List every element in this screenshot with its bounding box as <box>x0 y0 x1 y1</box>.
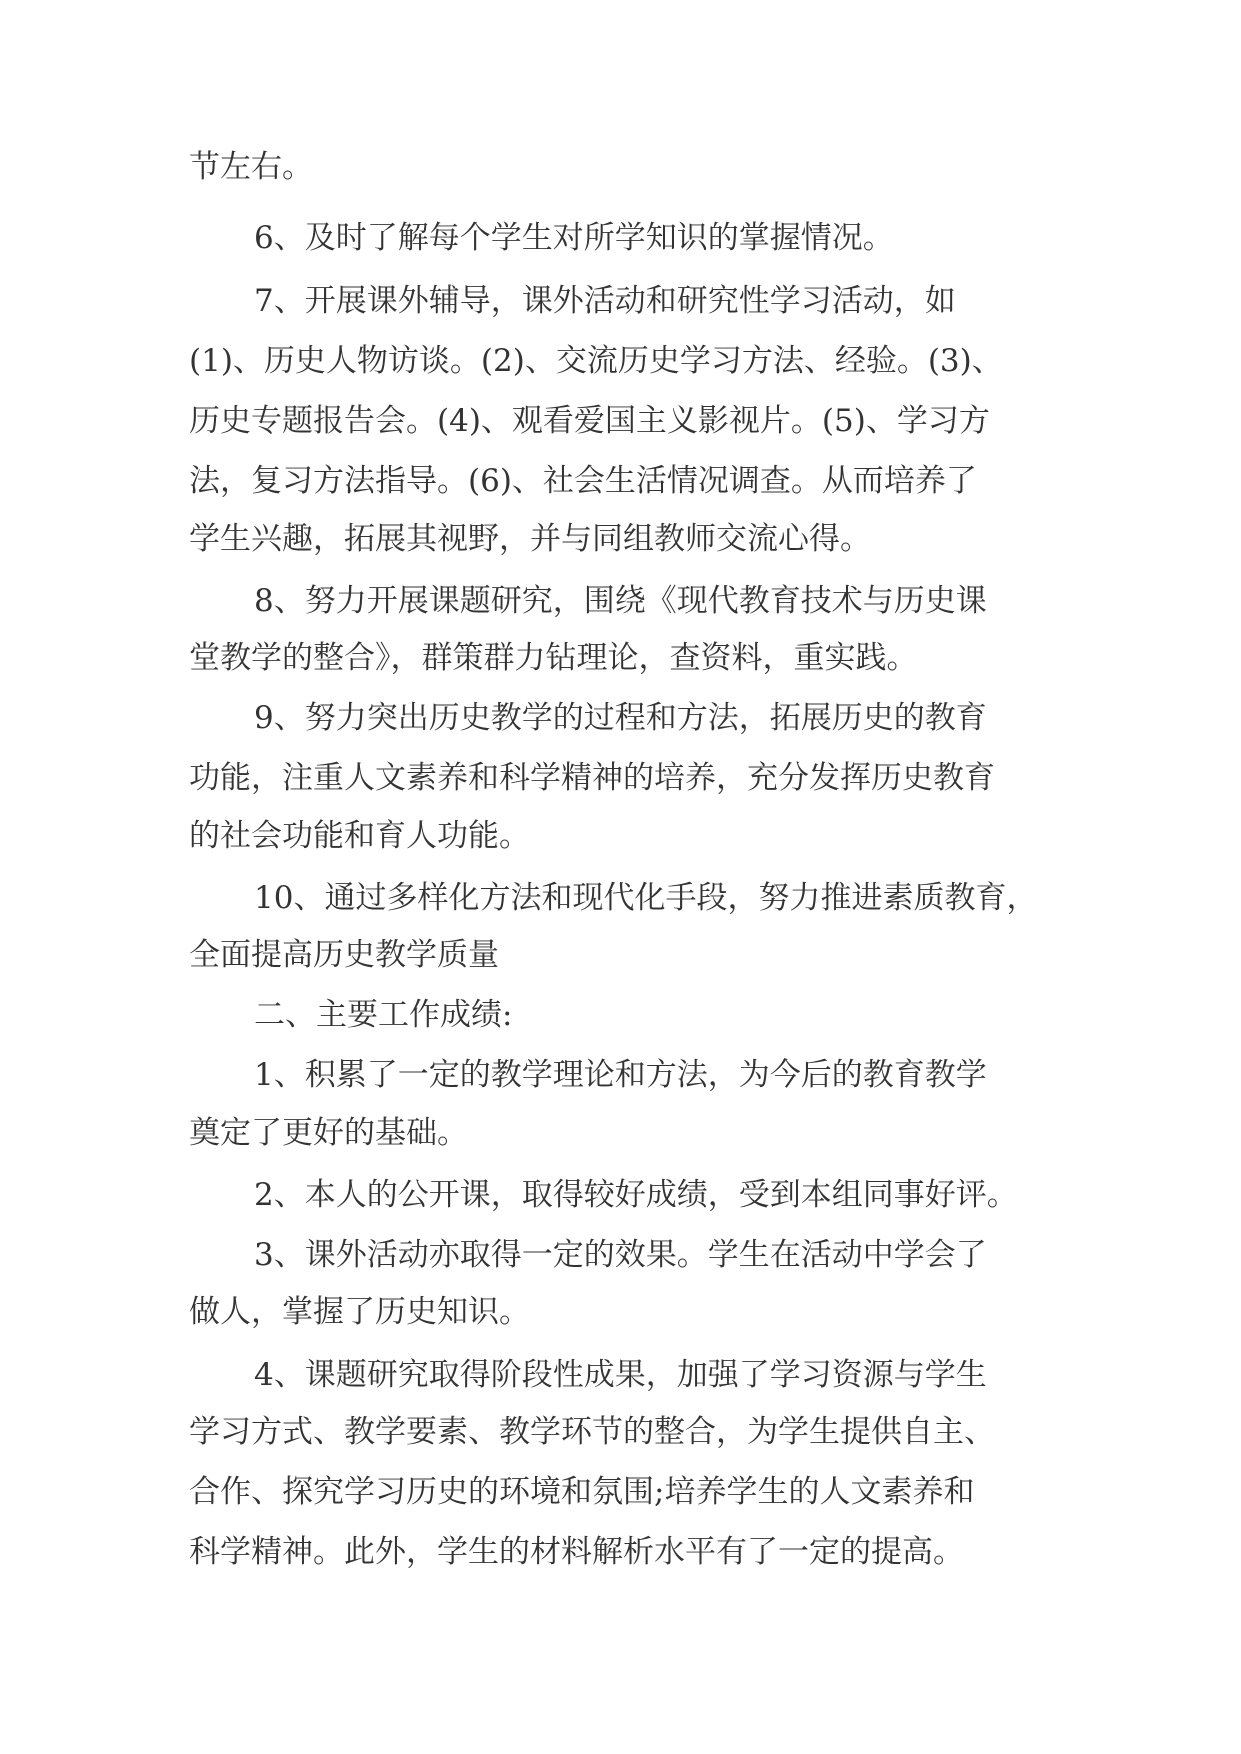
text-line: 二、主要工作成绩: <box>254 997 513 1033</box>
text-line: 2、本人的公开课，取得较好成绩，受到本组同事好评。 <box>254 1177 1018 1213</box>
text-line: 科学精神。此外，学生的材料解析水平有了一定的提高。 <box>189 1534 964 1570</box>
text-line: 功能，注重人文素养和科学精神的培养，充分发挥历史教育 <box>189 760 995 796</box>
text-line: 7、开展课外辅导，课外活动和研究性学习活动，如 <box>254 283 956 319</box>
text-line: 1、积累了一定的教学理论和方法，为今后的教育教学 <box>254 1057 987 1093</box>
text-line: 法，复习方法指导。(6)、社会生活情况调查。从而培养了 <box>189 463 977 499</box>
text-line: 奠定了更好的基础。 <box>189 1115 468 1151</box>
text-line: 历史专题报告会。(4)、观看爱国主义影视片。(5)、学习方 <box>189 403 990 439</box>
text-line: 3、课外活动亦取得一定的效果。学生在活动中学会了 <box>254 1237 987 1273</box>
text-line: 10、通过多样化方法和现代化手段，努力推进素质教育， <box>254 880 1038 916</box>
text-line: (1)、历史人物访谈。(2)、交流历史学习方法、经验。(3)、 <box>189 343 1003 379</box>
text-line: 堂教学的整合》，群策群力钻理论，查资料，重实践。 <box>189 640 918 676</box>
text-line: 4、课题研究取得阶段性成果，加强了学习资源与学生 <box>254 1357 987 1393</box>
text-line: 9、努力突出历史教学的过程和方法，拓展历史的教育 <box>254 700 987 736</box>
text-line: 做人，掌握了历史知识。 <box>189 1294 530 1330</box>
text-line: 的社会功能和育人功能。 <box>189 818 530 854</box>
text-line: 合作、探究学习历史的环境和氛围;培养学生的人文素养和 <box>189 1474 975 1510</box>
text-line: 全面提高历史教学质量 <box>189 937 499 973</box>
text-line: 6、及时了解每个学生对所学知识的掌握情况。 <box>254 220 894 256</box>
text-line: 学习方式、教学要素、教学环节的整合，为学生提供自主、 <box>189 1414 995 1450</box>
text-line: 节左右。 <box>189 149 313 185</box>
text-line: 8、努力开展课题研究，围绕《现代教育技术与历史课 <box>254 583 987 619</box>
text-line: 学生兴趣，拓展其视野，并与同组教师交流心得。 <box>189 521 871 557</box>
